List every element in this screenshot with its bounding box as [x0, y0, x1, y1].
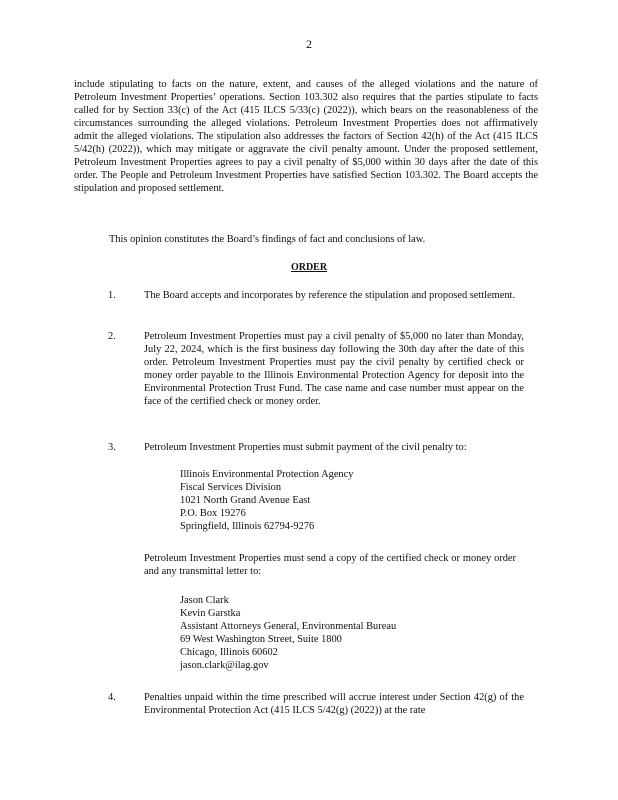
- address-line: 69 West Washington Street, Suite 1800: [180, 634, 342, 645]
- intro-paragraph: include stipulating to facts on the nature, extent, and causes of the alleged violations and the nature of Petroleum Investment Properties’ operations. Section 103.302 also requires that the parties stipulate to facts called for by Section 33(c) of the Act (415 ILCS 5/33(c) (2022)), which bears on the reasonableness of the circumstances surrounding the alleged violations. Petroleum Investment Properties does not affirmatively admit the alleged violations. The stipulation also addresses the factors of Section 42(h) of the Act (415 ILCS 5/42(h) (2022)), which may mitigate or aggravate the civil penalty amount. Under the proposed settlement, Petroleum Investment Properties agrees to pay a civil penalty of $5,000 within 30 days after the date of this order. The People and Petroleum Investment Properties have satisfied Section 103.302. The Board accepts the stipulation and proposed settlement.: [74, 79, 538, 194]
- page-number: 2: [306, 37, 312, 51]
- item-number: 3.: [108, 442, 116, 453]
- copy-address: [180, 594, 540, 672]
- item-text: Petroleum Investment Properties must pay a civil penalty of $5,000 no later than Monday, July 22, 2024, which is the first business day following the 30th day after the date of this order. Petroleum Investment Properties must pay the civil penalty by certified check or money order payable to the Illinois Environmental Protection Agency for deposit into the Environmental Protection Trust Fund. The case name and case number must appear on the face of the certified check or money order.: [144, 331, 524, 407]
- address-line: Assistant Attorneys General, Environmental Bureau: [180, 621, 397, 632]
- order-heading: ORDER: [290, 262, 328, 273]
- item-number: 1.: [108, 290, 116, 301]
- address-line: Kevin Garstka: [180, 608, 241, 619]
- item-number: 2.: [108, 331, 116, 342]
- address-line: Fiscal Services Division: [180, 482, 282, 493]
- item-text: Petroleum Investment Properties must submit payment of the civil penalty to:: [144, 442, 467, 453]
- address-line: 1021 North Grand Avenue East: [180, 495, 311, 506]
- email-address: jason.clark@ilag.gov: [180, 660, 269, 671]
- payment-address: [180, 468, 540, 533]
- address-line: P.O. Box 19276: [180, 508, 246, 519]
- item-number: 4.: [108, 692, 116, 703]
- copy-instruction: Petroleum Investment Properties must send a copy of the certified check or money order and any transmittal letter to:: [144, 553, 516, 577]
- address-line: Jason Clark: [180, 595, 229, 606]
- opinion-statement: This opinion constitutes the Board’s findings of fact and conclusions of law.: [109, 234, 426, 245]
- address-line: Chicago, Illinois 60602: [180, 647, 278, 658]
- address-line: Springfield, Illinois 62794-9276: [180, 521, 315, 532]
- item-text: Penalties unpaid within the time prescribed will accrue interest under Section 42(g) of the Environmental Protection Act (415 ILCS 5/42(g) (2022)) at the rate: [144, 692, 524, 716]
- address-line: Illinois Environmental Protection Agency: [180, 469, 354, 480]
- item-text: The Board accepts and incorporates by reference the stipulation and proposed settlement.: [144, 290, 516, 301]
